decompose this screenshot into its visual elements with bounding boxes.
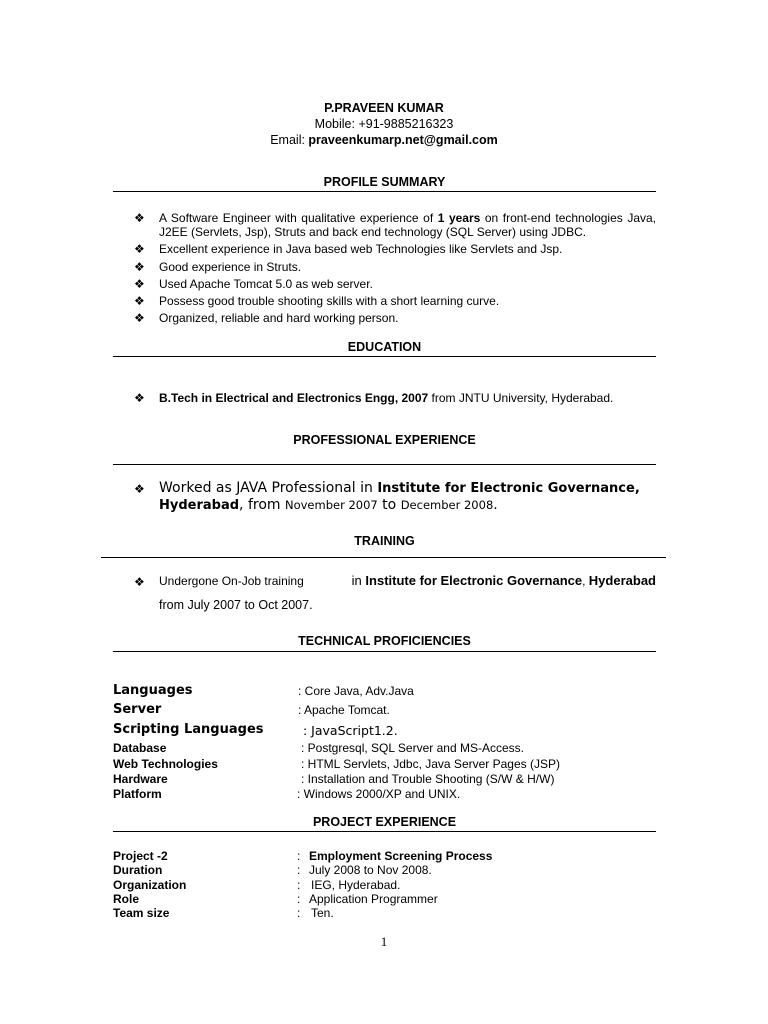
bullet-icon: ❖ bbox=[134, 242, 145, 256]
project-value-organization: IEG, Hyderabad. bbox=[311, 878, 401, 892]
project-value-name: Employment Screening Process bbox=[309, 849, 493, 863]
summary-item-6: Organized, reliable and hard working person. bbox=[159, 311, 399, 325]
experience-item: Worked as JAVA Professional in Institute for Electronic Governance, Hyderabad, from November 2007 to December 2008. bbox=[159, 480, 640, 513]
section-divider bbox=[113, 464, 656, 465]
project-colon: : bbox=[297, 906, 301, 920]
bullet-icon: ❖ bbox=[134, 391, 145, 405]
project-label-team-size: Team size bbox=[113, 906, 170, 920]
tech-value-scripting: : JavaScript1.2. bbox=[303, 723, 398, 738]
summary-item-2: Excellent experience in Java based web Technologies like Servlets and Jsp. bbox=[159, 242, 563, 256]
education-heading: EDUCATION bbox=[347, 340, 422, 354]
education-item: B.Tech in Electrical and Electronics Engg, 2007 from JNTU University, Hyderabad. bbox=[159, 391, 614, 405]
summary-item-3: Good experience in Struts. bbox=[159, 260, 302, 274]
project-colon: : bbox=[297, 863, 301, 877]
training-heading: TRAINING bbox=[354, 534, 415, 548]
section-divider bbox=[101, 557, 666, 558]
project-label-role: Role bbox=[113, 892, 140, 906]
profile-summary-heading: PROFILE SUMMARY bbox=[323, 175, 446, 189]
bullet-icon: ❖ bbox=[134, 311, 145, 325]
tech-label-web: Web Technologies bbox=[113, 757, 218, 771]
section-divider bbox=[113, 356, 656, 357]
summary-item-1: A Software Engineer with qualitative experience of 1 years on front-end technologies Java, J2EE (Servlets, Jsp), Struts and back end technology (SQL Server) using JDBC. bbox=[159, 211, 656, 239]
project-colon: : bbox=[297, 849, 301, 863]
project-label-organization: Organization bbox=[113, 878, 187, 892]
bullet-icon: ❖ bbox=[134, 277, 145, 291]
tech-value-web: : HTML Servlets, Jdbc, Java Server Pages (JSP) bbox=[301, 757, 560, 771]
tech-label-database: Database bbox=[113, 741, 167, 755]
training-dates: from July 2007 to Oct 2007. bbox=[159, 598, 313, 612]
project-colon: : bbox=[297, 878, 301, 892]
degree: B.Tech in Electrical and Electronics Engg, 2007 bbox=[159, 391, 429, 405]
bullet-icon: ❖ bbox=[134, 482, 145, 496]
section-divider bbox=[113, 831, 656, 832]
page-number: 1 bbox=[380, 934, 388, 949]
tech-label-platform: Platform bbox=[113, 787, 162, 801]
project-heading: PROJECT EXPERIENCE bbox=[312, 815, 457, 829]
bullet-icon: ❖ bbox=[134, 294, 145, 308]
summary-item-4: Used Apache Tomcat 5.0 as web server. bbox=[159, 277, 373, 291]
email-label: Email: bbox=[270, 133, 309, 147]
bullet-icon: ❖ bbox=[134, 211, 145, 225]
project-label-duration: Duration bbox=[113, 863, 163, 877]
tech-label-languages: Languages bbox=[113, 683, 193, 698]
project-value-role: Application Programmer bbox=[309, 892, 438, 906]
candidate-name: P.PRAVEEN KUMAR bbox=[324, 101, 444, 115]
summary-item-5: Possess good trouble shooting skills with a short learning curve. bbox=[159, 294, 500, 308]
experience-heading: PROFESSIONAL EXPERIENCE bbox=[293, 433, 476, 447]
tech-label-server: Server bbox=[113, 702, 162, 717]
tech-value-database: : Postgresql, SQL Server and MS-Access. bbox=[301, 741, 524, 755]
project-value-duration: July 2008 to Nov 2008. bbox=[309, 863, 432, 877]
email-address: praveenkumarp.net@gmail.com bbox=[308, 133, 498, 147]
email-line bbox=[0, 133, 768, 147]
project-label-name: Project -2 bbox=[113, 849, 168, 863]
project-colon: : bbox=[297, 892, 301, 906]
tech-value-languages: : Core Java, Adv.Java bbox=[298, 684, 414, 698]
bullet-icon: ❖ bbox=[134, 260, 145, 274]
tech-label-scripting: Scripting Languages bbox=[113, 722, 264, 737]
section-divider bbox=[113, 651, 656, 652]
tech-value-server: : Apache Tomcat. bbox=[298, 703, 390, 717]
section-divider bbox=[113, 191, 656, 192]
tech-value-platform: : Windows 2000/XP and UNIX. bbox=[297, 787, 461, 801]
project-value-team-size: Ten. bbox=[311, 906, 334, 920]
training-item: Undergone On-Job training in Institute for Electronic Governance, Hyderabad bbox=[159, 573, 656, 588]
mobile-number: Mobile: +91-9885216323 bbox=[314, 117, 454, 131]
bullet-icon: ❖ bbox=[134, 575, 145, 589]
technical-heading: TECHNICAL PROFICIENCIES bbox=[298, 634, 471, 648]
tech-label-hardware: Hardware bbox=[113, 772, 168, 786]
tech-value-hardware: : Installation and Trouble Shooting (S/W & H/W) bbox=[301, 772, 555, 786]
